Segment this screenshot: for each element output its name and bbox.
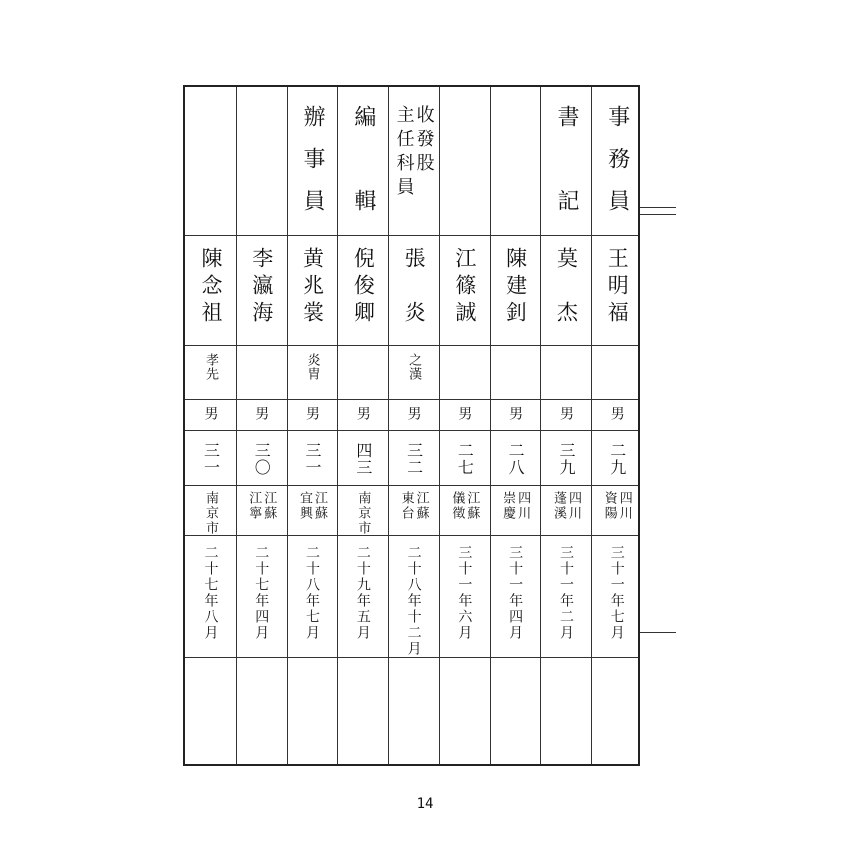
native-place: 四川: [515, 491, 531, 521]
age-value: 二九: [607, 442, 627, 476]
date-cell: [591, 545, 642, 657]
origin-lines: [501, 491, 529, 521]
native-place: 蓬溪: [550, 491, 566, 521]
appointment-date: 二十八年七月: [304, 545, 321, 641]
position-title: 收發股: [413, 105, 435, 177]
age-cell: [236, 442, 287, 485]
native-place: 南京市: [355, 491, 371, 536]
origin-cell: [236, 491, 287, 535]
alias-cell: [388, 353, 439, 399]
appointment-date: 三十一年六月: [456, 545, 473, 641]
date-cell: [287, 545, 338, 657]
native-place: 宜興: [297, 491, 313, 521]
origin-cell: [388, 491, 439, 535]
age-value: 三〇: [252, 442, 272, 476]
sex-cell: [490, 406, 541, 430]
age-cell: [388, 442, 439, 485]
age-cell: [337, 442, 388, 485]
date-cell: [540, 545, 591, 657]
sex-value: 男: [253, 406, 270, 420]
page-number: 14: [416, 796, 434, 812]
age-value: 二八: [506, 442, 526, 476]
appointment-date: 三十一年四月: [507, 545, 524, 641]
name-cell: [388, 247, 439, 345]
name-cell: [591, 247, 642, 345]
title-cell: [490, 105, 541, 235]
origin-cell: [591, 491, 642, 535]
sex-value: 男: [354, 406, 371, 420]
age-value: 三一: [303, 442, 323, 476]
position-title: 書 記: [553, 105, 579, 231]
age-cell: [490, 442, 541, 485]
age-cell: [540, 442, 591, 485]
origin-cell: [490, 491, 541, 535]
title-cell: [388, 105, 439, 235]
native-place: 崇慶: [500, 491, 516, 521]
title-cell: [287, 105, 338, 235]
origin-cell: [185, 491, 236, 535]
appointment-date: 二十七年八月: [202, 545, 219, 641]
date-cell: [439, 545, 490, 657]
native-place: 四川: [565, 491, 581, 521]
table-column: [439, 87, 490, 764]
table-column: [540, 87, 591, 764]
sex-cell: [337, 406, 388, 430]
personnel-table: [183, 85, 640, 766]
name-cell: [236, 247, 287, 345]
name-cell: [287, 247, 338, 345]
person-name: 陳念祖: [199, 247, 223, 328]
table-column: [236, 87, 287, 764]
person-name: 倪俊卿: [351, 247, 376, 328]
binding-mark-top-2: [640, 214, 676, 215]
date-cell: [490, 545, 541, 657]
appointment-date: 二十九年五月: [354, 545, 371, 641]
title-cell: [236, 105, 287, 235]
position-title: 事務員: [604, 105, 630, 231]
native-place: 江蘇: [464, 491, 480, 521]
appointment-date: 二十七年四月: [253, 545, 270, 641]
name-cell: [490, 247, 541, 345]
title-cell: [439, 105, 490, 235]
alias-cell: [185, 353, 236, 399]
origin-cell: [337, 491, 388, 535]
age-cell: [287, 442, 338, 485]
date-cell: [388, 545, 439, 657]
table-column: [185, 87, 236, 764]
table-column: [591, 87, 642, 764]
name-cell: [540, 247, 591, 345]
age-cell: [185, 442, 236, 485]
binding-mark-bottom: [640, 632, 676, 633]
person-name: 張 炎: [402, 247, 427, 328]
native-place: 江蘇: [413, 491, 429, 521]
date-cell: [185, 545, 236, 657]
native-place: 資陽: [601, 491, 617, 521]
native-place: 四川: [616, 491, 632, 521]
title-cell: [591, 105, 642, 235]
table-column: [490, 87, 541, 764]
sex-cell: [185, 406, 236, 430]
person-name: 李瀛海: [249, 247, 274, 328]
sex-value: 男: [557, 406, 574, 420]
person-name: 莫 杰: [554, 247, 579, 328]
native-place: 江寧: [246, 491, 262, 521]
table-column: [337, 87, 388, 764]
alias-cell: [287, 353, 338, 399]
appointment-date: 三十一年七月: [608, 545, 625, 641]
name-cell: [439, 247, 490, 345]
age-value: 三一: [201, 442, 221, 476]
origin-lines: [298, 491, 326, 521]
table-column: [287, 87, 338, 764]
age-value: 三九: [556, 442, 576, 476]
age-cell: [439, 442, 490, 485]
person-name: 黄兆裳: [300, 247, 325, 328]
native-place: 江蘇: [261, 491, 277, 521]
origin-lines: [552, 491, 580, 521]
title-cell: [540, 105, 591, 235]
position-title: 編 輯: [350, 105, 376, 231]
sex-value: 男: [405, 406, 422, 420]
binding-mark-top-1: [640, 207, 676, 208]
person-name: 王明福: [605, 247, 630, 328]
name-cell: [185, 247, 236, 345]
origin-cell: [540, 491, 591, 535]
origin-lines: [603, 491, 631, 521]
appointment-date: 三十一年二月: [557, 545, 574, 641]
sex-value: 男: [202, 406, 219, 420]
origin-lines: [450, 491, 478, 521]
name-cell: [337, 247, 388, 345]
native-place: 南京市: [203, 491, 218, 536]
title-cell: [185, 105, 236, 235]
sex-value: 男: [608, 406, 625, 420]
native-place: 江蘇: [312, 491, 328, 521]
native-place: 儀徵: [449, 491, 465, 521]
sex-cell: [388, 406, 439, 430]
age-value: 二七: [455, 442, 475, 476]
appointment-date: 二十八年十二月: [405, 545, 422, 657]
title-cell: [337, 105, 388, 235]
title-lines: [395, 105, 433, 201]
age-cell: [591, 442, 642, 485]
date-cell: [236, 545, 287, 657]
origin-lines: [400, 491, 428, 521]
person-name: 江篠誠: [452, 247, 477, 328]
sex-cell: [540, 406, 591, 430]
position-title: 辦事員: [300, 105, 326, 231]
courtesy-name: 炎胄: [304, 353, 320, 381]
age-value: 四三: [353, 442, 373, 476]
origin-lines: [247, 491, 275, 521]
courtesy-name: 之漢: [406, 353, 422, 381]
person-name: 陳建釗: [503, 247, 528, 328]
sex-cell: [236, 406, 287, 430]
sex-value: 男: [304, 406, 321, 420]
sex-value: 男: [507, 406, 524, 420]
courtesy-name: 孝先: [203, 353, 218, 381]
position-title: 主任科員: [393, 105, 415, 201]
sex-cell: [439, 406, 490, 430]
sex-cell: [287, 406, 338, 430]
origin-cell: [439, 491, 490, 535]
date-cell: [337, 545, 388, 657]
sex-cell: [591, 406, 642, 430]
origin-cell: [287, 491, 338, 535]
age-value: 三二: [404, 442, 424, 476]
table-column: [388, 87, 439, 764]
native-place: 東台: [398, 491, 414, 521]
sex-value: 男: [456, 406, 473, 420]
